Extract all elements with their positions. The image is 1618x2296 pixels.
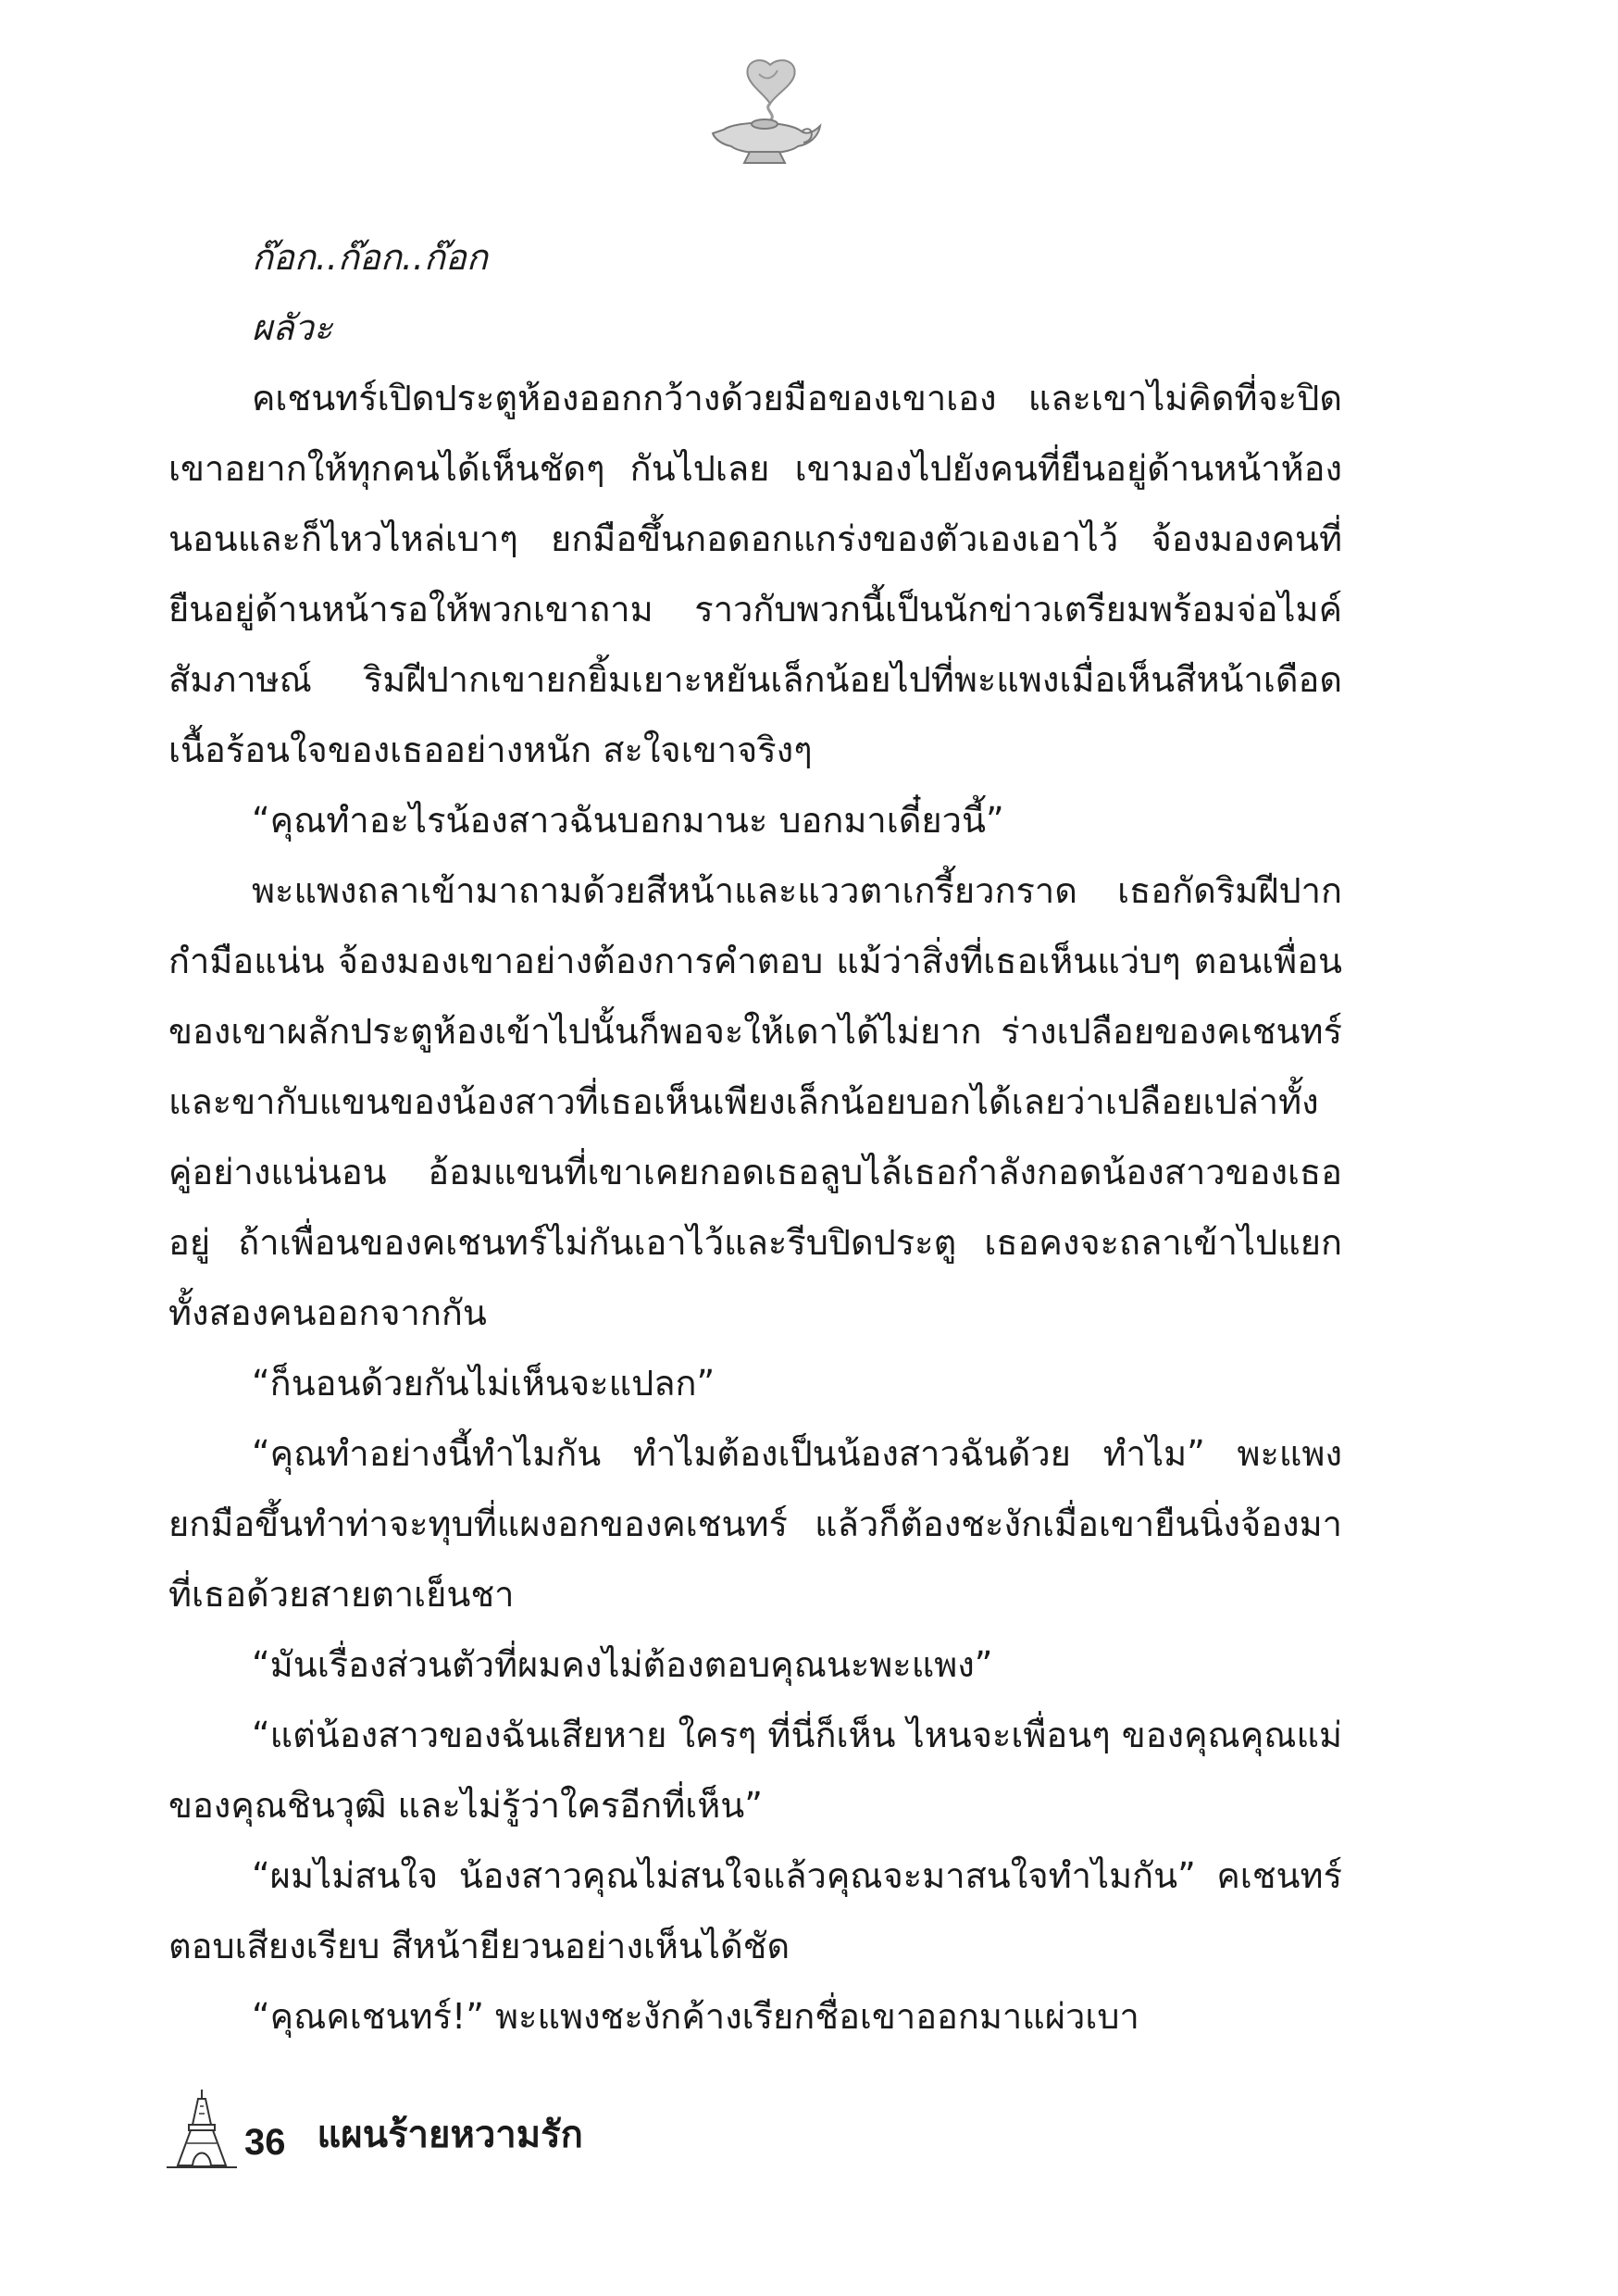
paragraph: ผลัวะ bbox=[252, 307, 333, 348]
paragraph: “ก็นอนด้วยกันไม่เห็นจะแปลก” bbox=[252, 1363, 716, 1404]
paragraph: “มันเรื่องส่วนตัวที่ผมคงไม่ต้องตอบคุณนะพะแพง” bbox=[252, 1644, 993, 1685]
body-text bbox=[168, 222, 1342, 2052]
paragraph: พะแพงถลาเข้ามาถามด้วยสีหน้าและแววตาเกรี้ยวกราด เธอกัดริมฝีปากกำมือแน่น จ้องมองเขาอย่างต้องการคำตอบ แม้ว่าสิ่งที่เธอเห็นแว่บๆ ตอนเพื่อนของเขาผลักประตูห้องเข้าไปนั้นก็พอจะให้เดาได้ไม่ยาก ร่างเปลือยของคเชนทร์และขากับแขนของน้องสาวที่เธอเห็นเพียงเล็กน้อยบอกได้เลยว่าเปลือยเปล่าทั้งคู่อย่างแน่นอน อ้อมแขนที่เขาเคยกอดเธอลูบไล้เธอกำลังกอดน้องสาวของเธออยู่ ถ้าเพื่อนของคเชนทร์ไม่กันเอาไว้และรีบปิดประตู เธอคงจะถลาเข้าไปแยกทั้งสองคนออกจากกัน bbox=[168, 870, 1342, 1333]
paragraph: “คุณทำอะไรน้องสาวฉันบอกมานะ บอกมาเดี๋ยวนี้” bbox=[252, 800, 1004, 841]
eiffel-tower-icon bbox=[165, 2088, 239, 2171]
genie-lamp-ornament-icon bbox=[705, 56, 826, 176]
paragraph: ก๊อก..ก๊อก..ก๊อก bbox=[252, 237, 488, 278]
page-footer bbox=[165, 2088, 583, 2171]
paragraph: “ผมไม่สนใจ น้องสาวคุณไม่สนใจแล้วคุณจะมาสนใจทำไมกัน” คเชนทร์ตอบเสียงเรียบ สีหน้ายียวนอย่างเห็นได้ชัด bbox=[168, 1855, 1342, 1966]
paragraph: “คุณคเชนทร์!” พะแพงชะงักค้างเรียกชื่อเขาออกมาแผ่วเบา bbox=[252, 1996, 1139, 2037]
paragraph: “คุณทำอย่างนี้ทำไมกัน ทำไมต้องเป็นน้องสาวฉันด้วย ทำไม” พะแพงยกมือขึ้นทำท่าจะทุบที่แผงอกของคเชนทร์ แล้วก็ต้องชะงักเมื่อเขายืนนิ่งจ้องมาที่เธอด้วยสายตาเย็นชา bbox=[168, 1433, 1342, 1615]
paragraph: “แต่น้องสาวของฉันเสียหาย ใครๆ ที่นี่ก็เห็น ไหนจะเพื่อนๆ ของคุณคุณแม่ของคุณชินวุฒิ และไม่รู้ว่าใครอีกที่เห็น” bbox=[168, 1715, 1342, 1826]
paragraph: คเชนทร์เปิดประตูห้องออกกว้างด้วยมือของเขาเอง และเขาไม่คิดที่จะปิด เขาอยากให้ทุกคนได้เห็นชัดๆ กันไปเลย เขามองไปยังคนที่ยืนอยู่ด้านหน้าห้องนอนและก็ไหวไหล่เบาๆ ยกมือขึ้นกอดอกแกร่งของตัวเองเอาไว้ จ้องมองคนที่ยืนอยู่ด้านหน้ารอให้พวกเขาถาม ราวกับพวกนี้เป็นนักข่าวเตรียมพร้อมจ่อไมค์สัมภาษณ์ ริมฝีปากเขายกยิ้มเยาะหยันเล็กน้อยไปที่พะแพงเมื่อเห็นสีหน้าเดือดเนื้อร้อนใจของเธออย่างหนัก สะใจเขาจริงๆ bbox=[168, 378, 1342, 770]
book-title: แผนร้ายหวามรัก bbox=[317, 2114, 583, 2156]
page-number: 36 bbox=[244, 2122, 286, 2163]
